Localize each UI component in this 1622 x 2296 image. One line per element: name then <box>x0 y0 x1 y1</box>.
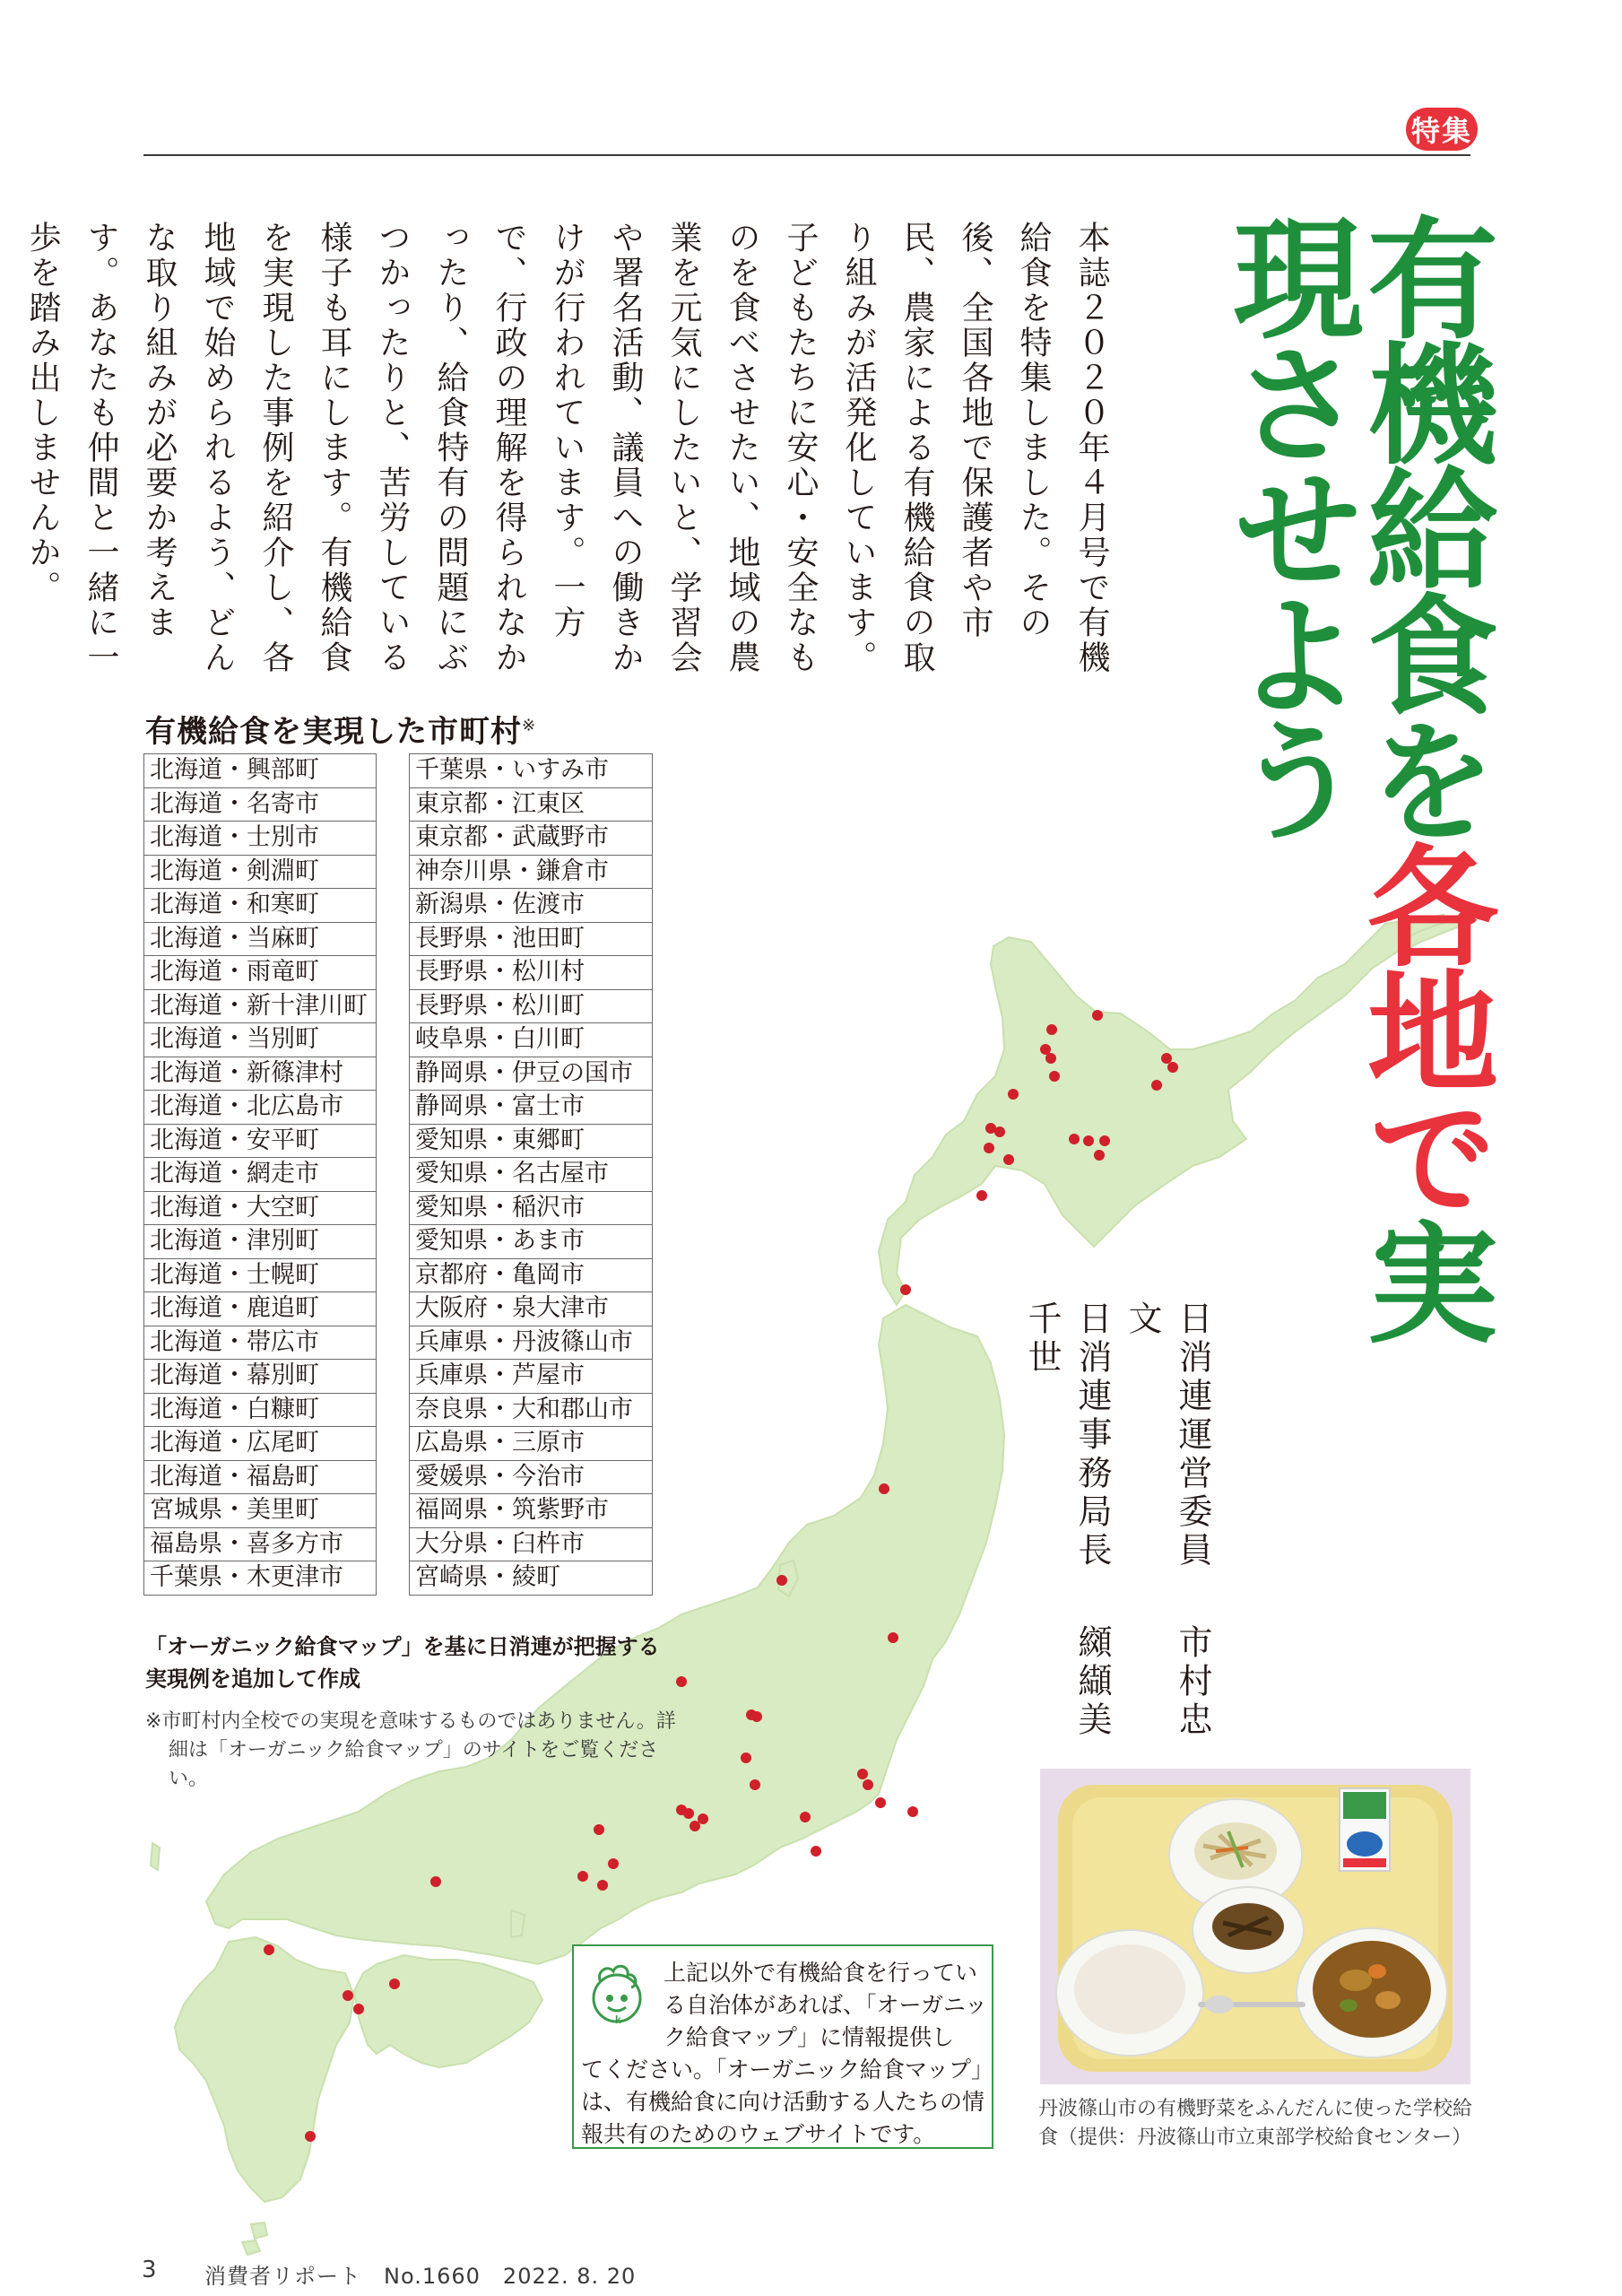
map-dot <box>1167 1062 1178 1073</box>
map-dot <box>690 1821 700 1831</box>
municipality-cell: 東京都・江東区 <box>409 788 653 822</box>
author-2 <box>1017 1300 1117 1749</box>
map-dot <box>1161 1053 1172 1064</box>
map-dot <box>1151 1080 1162 1091</box>
municipality-cell: 千葉県・木更津市 <box>143 1561 377 1596</box>
municipality-cell: 北海道・大空町 <box>143 1192 377 1226</box>
map-dot <box>608 1858 619 1869</box>
municipality-cell: 長野県・松川村 <box>409 956 653 990</box>
municipality-cell: 北海道・福島町 <box>143 1461 377 1495</box>
municipality-list-col2 <box>409 753 653 1596</box>
page-number: 3 <box>142 2257 157 2283</box>
list-disclaimer-note: ※市町村内全校での実現を意味するものではありません。詳細は「オーガニック給食マップ」のサイトをご覧ください。 <box>145 1710 676 1790</box>
municipality-cell: 北海道・雨竜町 <box>143 956 377 990</box>
awaji-island-shape <box>511 1910 525 1937</box>
map-dot <box>750 1779 760 1790</box>
publication-info: 消費者リポート No.1660 2022. 8. 20 <box>204 2264 637 2289</box>
municipality-cell: 岐阜県・白川町 <box>409 1023 653 1057</box>
map-dot <box>1049 1071 1060 1082</box>
municipality-cell: 愛媛県・今治市 <box>409 1461 653 1495</box>
municipality-cell: 宮城県・美里町 <box>143 1494 377 1528</box>
author-1-role: 日消連運営委員 <box>1173 1300 1212 1570</box>
map-dot <box>741 1752 751 1763</box>
municipality-cell: 北海道・幕別町 <box>143 1360 377 1394</box>
list-heading <box>145 707 536 751</box>
author-2-name: 纐纈美千世 <box>1022 1300 1112 1740</box>
municipality-cell: 静岡県・伊豆の国市 <box>409 1057 653 1091</box>
map-dot <box>683 1808 694 1819</box>
municipality-cell: 愛知県・名古屋市 <box>409 1158 653 1192</box>
municipality-cell: 千葉県・いすみ市 <box>409 754 653 788</box>
municipality-cell: 北海道・興部町 <box>143 754 377 788</box>
municipality-cell: 奈良県・大和郡山市 <box>409 1394 653 1428</box>
map-dot <box>1099 1135 1110 1146</box>
map-dot <box>264 1944 274 1955</box>
info-box-text-cont: てください。「オーガニック給食マップ」は、有機給食に向け活動する人たちの情報共有のためのウェブサイトです。 <box>581 2057 985 2147</box>
list-heading-text: 有機給食を実現した市町村 <box>145 714 522 750</box>
map-dot <box>776 1575 787 1586</box>
municipality-cell: 北海道・鹿追町 <box>143 1292 377 1326</box>
title-part-3: 実現させよう <box>1210 211 1497 1341</box>
map-dot <box>811 1846 821 1857</box>
map-dot <box>353 2004 364 2014</box>
map-dot <box>597 1880 608 1891</box>
feature-title <box>1201 211 1497 1448</box>
municipality-cell: 福島県・喜多方市 <box>143 1528 377 1562</box>
municipality-cell: 福岡県・筑紫野市 <box>409 1494 653 1528</box>
map-dot <box>698 1813 708 1824</box>
map-dot <box>976 1190 987 1201</box>
intro-paragraph: 本誌２０２０年４月号で有機給食を特集しました。その後、全国各地で保護者や市民、農家による有機給食の取り組みが活発化しています。子どもたちに安心・安全なものを食べさせたい、地域の農業を元気にしたいと、学習会や署名活動、議員への働きかけが行われています。一方で、行政の理解を得られなかったり、給食特有の問題にぶつかったりと、苦労している様子も耳にします。有機給食を実現した事例を紹介し、各地域で始められるよう、どんな取り組みが必要か考えます。あなたも仲間と一緒に一歩を踏み出しませんか。 <box>24 221 1110 675</box>
list-source-note: 「オーガニック給食マップ」を基に日消連が把握する実現例を追加して作成 <box>145 1634 660 1692</box>
map-dot <box>1003 1154 1014 1165</box>
map-dot <box>389 1979 400 1989</box>
municipality-cell: 北海道・当別町 <box>143 1023 377 1057</box>
municipality-cell: 新潟県・佐渡市 <box>409 889 653 923</box>
map-dot <box>875 1797 886 1808</box>
ryukyu-islands-shape <box>242 2240 260 2255</box>
title-part-2: 各地で <box>1345 839 1497 1215</box>
map-dot <box>1083 1135 1094 1146</box>
municipality-cell: 北海道・北広島市 <box>143 1091 377 1125</box>
municipality-cell: 愛知県・東郷町 <box>409 1125 653 1159</box>
municipality-cell: 兵庫県・丹波篠山市 <box>409 1326 653 1361</box>
map-dot <box>900 1284 911 1295</box>
map-dot <box>594 1824 604 1835</box>
municipality-cell: 北海道・士別市 <box>143 822 377 856</box>
tsushima-island-shape <box>151 1843 160 1870</box>
municipality-cell: 宮崎県・綾町 <box>409 1561 653 1596</box>
info-box <box>572 1944 993 2149</box>
municipality-cell: 北海道・剣淵町 <box>143 856 377 890</box>
map-dot <box>879 1483 889 1494</box>
municipality-cell: 北海道・新篠津村 <box>143 1057 377 1091</box>
municipality-cell: 北海道・和寒町 <box>143 889 377 923</box>
municipality-cell: 京都府・亀岡市 <box>409 1259 653 1293</box>
map-dot <box>430 1876 441 1887</box>
municipality-cell: 大阪府・泉大津市 <box>409 1292 653 1326</box>
map-dot <box>888 1632 898 1643</box>
kyushu-shape <box>175 1937 354 2202</box>
author-2-role: 日消連事務局長 <box>1072 1300 1112 1570</box>
map-dot <box>1094 1150 1105 1161</box>
municipality-cell: 静岡県・富士市 <box>409 1091 653 1125</box>
map-dot <box>994 1126 1005 1137</box>
municipality-cell: 北海道・網走市 <box>143 1158 377 1192</box>
info-box-text-line1: 上記以外で有機給食を行っている自治体があれば、「オーガニック給食マップ」に情報提供し <box>664 1960 988 2050</box>
municipality-cell: 愛知県・稲沢市 <box>409 1192 653 1226</box>
chef-icon <box>583 1959 651 2027</box>
author-credits <box>1022 1300 1218 1749</box>
municipality-cell: 広島県・三原市 <box>409 1427 653 1461</box>
map-dot <box>800 1812 811 1822</box>
municipality-cell: 東京都・武蔵野市 <box>409 822 653 856</box>
author-1 <box>1117 1300 1218 1749</box>
municipality-cell: 北海道・帯広市 <box>143 1326 377 1361</box>
list-heading-mark: ※ <box>522 716 537 735</box>
shikoku-shape <box>354 1955 542 2067</box>
map-dot <box>1069 1134 1080 1144</box>
photo-caption: 丹波篠山市の有機野菜をふんだんに使った学校給食（提供：丹波篠山市立東部学校給食センター） <box>1038 2098 1473 2149</box>
municipality-cell: 兵庫県・芦屋市 <box>409 1360 653 1394</box>
map-dot <box>863 1779 873 1790</box>
map-dot <box>343 1990 353 2001</box>
municipality-cell: 大分県・臼杵市 <box>409 1528 653 1562</box>
map-dot <box>1040 1044 1051 1055</box>
map-dot <box>907 1806 918 1817</box>
municipality-cell: 北海道・広尾町 <box>143 1427 377 1461</box>
map-dot <box>857 1769 868 1779</box>
author-1-name: 市村忠文 <box>1123 1300 1212 1740</box>
yakushima-island-shape <box>251 2222 267 2239</box>
municipality-cell: 北海道・白糠町 <box>143 1394 377 1428</box>
municipality-cell: 愛知県・あま市 <box>409 1225 653 1259</box>
map-dot <box>305 2131 316 2142</box>
feature-badge: 特集 <box>1406 108 1478 151</box>
municipality-list-col1 <box>143 753 377 1596</box>
map-dot <box>751 1711 762 1722</box>
map-dot <box>984 1143 994 1153</box>
map-dot <box>1008 1089 1019 1100</box>
info-box-text <box>581 1957 988 2151</box>
map-dot <box>1092 1010 1103 1021</box>
svg-text:k: k <box>615 2013 621 2026</box>
map-dot <box>676 1676 687 1687</box>
title-part-1: 有機給食を <box>1345 211 1497 839</box>
municipality-cell: 北海道・名寄市 <box>143 788 377 822</box>
map-dot <box>577 1871 588 1882</box>
municipality-cell: 長野県・池田町 <box>409 923 653 957</box>
municipality-cell: 北海道・新十津川町 <box>143 990 377 1024</box>
map-dot <box>1046 1024 1057 1035</box>
municipality-cell: 神奈川県・鎌倉市 <box>409 856 653 890</box>
municipality-cell: 北海道・津別町 <box>143 1225 377 1259</box>
municipality-cell: 北海道・士幌町 <box>143 1259 377 1293</box>
municipality-cell: 長野県・松川町 <box>409 990 653 1024</box>
map-dot <box>1045 1053 1056 1064</box>
municipality-cell: 北海道・当麻町 <box>143 923 377 957</box>
school-lunch-photo <box>1040 1769 1470 2084</box>
municipality-cell: 北海道・安平町 <box>143 1125 377 1159</box>
